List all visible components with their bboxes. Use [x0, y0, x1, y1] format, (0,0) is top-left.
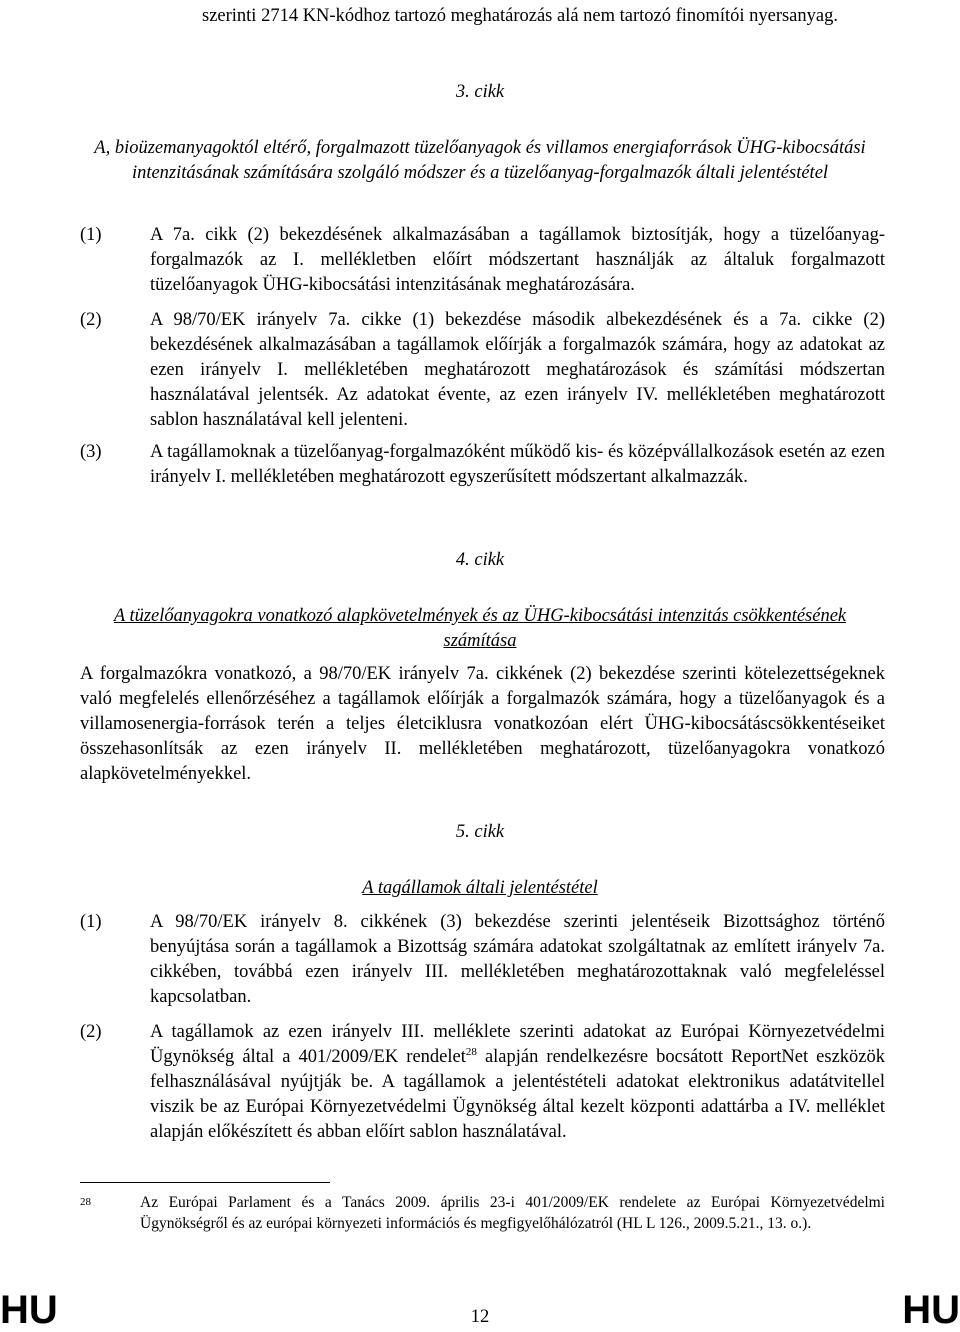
article-3-paragraph-1 — [80, 223, 885, 298]
footnote-reference[interactable]: 28 — [465, 1045, 477, 1058]
article-5-number: 5. cikk — [455, 822, 505, 842]
article-4-text: A forgalmazókra vonatkozó, a 98/70/EK irányelv 7a. cikkének (2) bekezdése szerinti kötelezettségeknek való megfelelés ellenőrzéséhez a tagállamok előírják a forgalmazók számára, hogy a tüzelőanyagok és a villamosenergia-források terén a teljes életciklusra vonatkozóan elért ÜHG-kibocsátáscsökkentéseiket összehasonlítsák az ezen irányelv II. mellékletében meghatározott, tüzelőanyagokra vonatkozó alapkövetelményekkel. — [80, 664, 885, 784]
article-3-paragraph-3 — [80, 440, 885, 490]
paragraph-text-part-1: A tagállamok az ezen irányelv III. melléklete szerinti adatokat az Európai Környezetvédelmi Ügynökség által a 401/2009/EK rendelet — [150, 1022, 885, 1067]
paragraph-text: A 98/70/EK irányelv 7a. cikke (1) bekezdése második albekezdésének és a 7a. cikke (2) bekezdésének alkalmazásában a tagállamok előírják a forgalmazók számára, hogy az adatokat az ezen irányelv I. mellékletében meghatározott meghatározások és számítási módszertan használatával jelentsék. Az adatokat évente, az ezen irányelv IV. mellékletében meghatározott sablon használatával kell jelenteni. — [150, 310, 885, 430]
article-5-paragraph-2 — [80, 1020, 885, 1145]
article-3-title: A, bioüzemanyagoktól eltérő, forgalmazott tüzelőanyagok és villamos energiaforrások ÜHG-kibocsátási intenzitásának számítására szolgáló módszer és a tüzelőanyag-forgalmazók általi jelentéstétel — [94, 138, 866, 183]
footnote-number: 28 — [80, 1196, 91, 1208]
paragraph-number: (1) — [80, 225, 102, 245]
page-number: 12 — [470, 1307, 490, 1327]
paragraph-number: (3) — [80, 442, 102, 462]
paragraph-number: (1) — [80, 912, 102, 932]
article-5-title: A tagállamok általi jelentéstétel — [362, 878, 598, 898]
language-code-right: HU — [902, 1288, 960, 1332]
language-code-left: HU — [0, 1288, 58, 1332]
paragraph-text: A tagállamoknak a tüzelőanyag-forgalmazóként működő kis- és középvállalkozások esetén az ezen irányelv I. mellékletében meghatározott egyszerűsített módszertant alkalmazzák. — [150, 442, 885, 487]
paragraph-text — [150, 1020, 885, 1145]
footnote — [80, 1192, 885, 1234]
article-5-paragraph-1 — [80, 910, 885, 1010]
article-3-paragraph-2 — [80, 308, 885, 433]
intro-text: szerinti 2714 KN-kódhoz tartozó meghatározás alá nem tartozó finomítói nyersanyag. — [202, 6, 838, 26]
footnote-text: Az Európai Parlament és a Tanács 2009. április 23-i 401/2009/EK rendelete az Európai Környezetvédelmi Ügynökségről és az európai környezeti információs és megfigyelőhálózatról (HL L 126., 2009.5.21., 13. o.). — [140, 1194, 885, 1232]
paragraph-text: A 98/70/EK irányelv 8. cikkének (3) bekezdése szerinti jelentéseik Bizottsághoz történő benyújtása során a tagállamok a Bizottság számára adatokat szolgáltatnak az említett irányelv 7a. cikkében, továbbá ezen irányelv III. mellékletében meghatározottaknak való megfeleléssel kapcsolatban. — [150, 912, 885, 1007]
article-4-title: A tüzelőanyagokra vonatkozó alapkövetelmények és az ÜHG-kibocsátási intenzitás csökkentésének számítása — [113, 606, 847, 651]
footnote-separator — [80, 1182, 330, 1183]
paragraph-number: (2) — [80, 310, 102, 330]
article-3-number: 3. cikk — [455, 82, 505, 102]
paragraph-number: (2) — [80, 1022, 102, 1042]
article-4-number: 4. cikk — [455, 550, 505, 570]
paragraph-text-part-2: alapján rendelkezésre bocsátott ReportNet eszközök felhasználásával nyújtják be. A tagállamok a jelentéstételi adatokat elektronikus adatátvitellel viszik be az Európai Környezetvédelmi Ügynökség által kezelt központi adattárba a IV. melléklet alapján előkészített és abban előírt sablon használatával. — [150, 1047, 886, 1142]
paragraph-text: A 7a. cikk (2) bekezdésének alkalmazásában a tagállamok biztosítják, hogy a tüzelőanyag-forgalmazók az I. mellékletben előírt módszertant használják az általuk forgalmazott tüzelőanyagok ÜHG-kibocsátási intenzitásának meghatározására. — [150, 225, 885, 295]
